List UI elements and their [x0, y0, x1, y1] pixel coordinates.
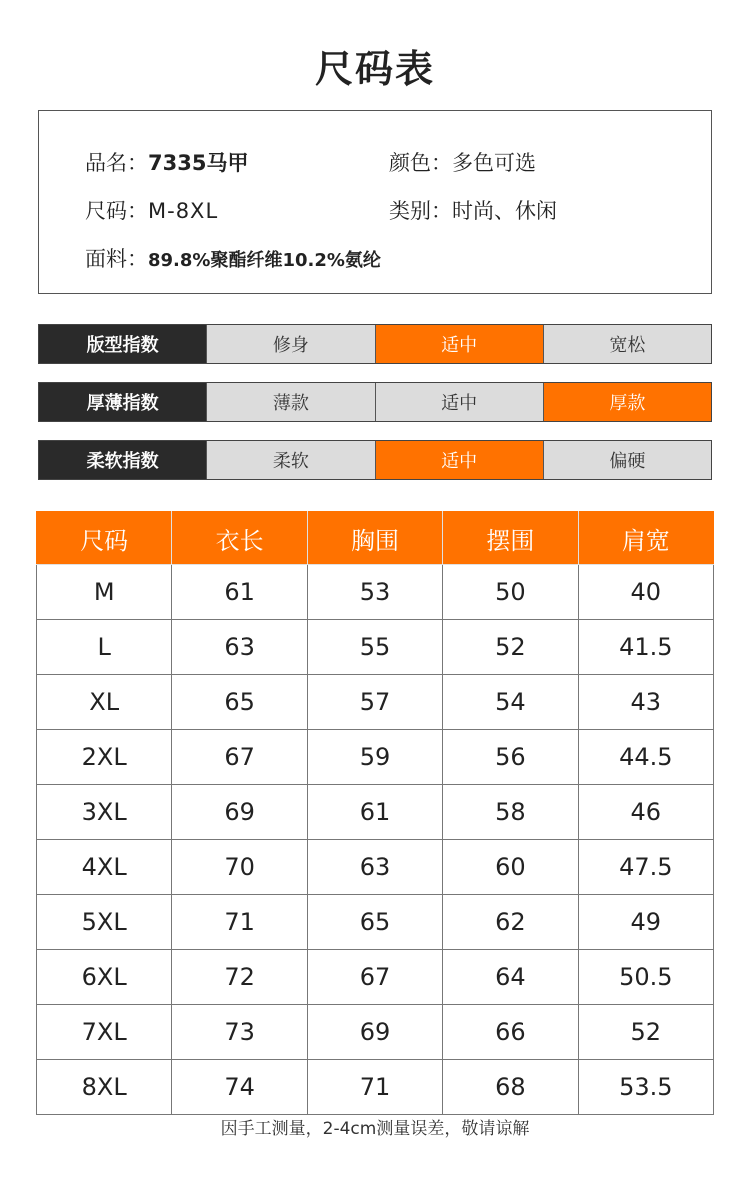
cell-hem: 52 — [443, 620, 578, 675]
fit-option-regular: 适中 — [375, 325, 543, 363]
product-fabric-label: 面料： — [85, 247, 148, 271]
cell-shoulder: 44.5 — [578, 730, 713, 785]
cell-chest: 69 — [307, 1005, 442, 1060]
cell-size: L — [37, 620, 172, 675]
cell-hem: 68 — [443, 1060, 578, 1115]
cell-chest: 65 — [307, 895, 442, 950]
softness-option-stiff: 偏硬 — [543, 441, 711, 479]
cell-length: 67 — [172, 730, 307, 785]
table-row — [37, 1060, 714, 1115]
product-color — [389, 147, 536, 177]
cell-size: XL — [37, 675, 172, 730]
cell-chest: 59 — [307, 730, 442, 785]
cell-chest: 63 — [307, 840, 442, 895]
header-hem: 摆围 — [443, 512, 578, 565]
table-row — [37, 565, 714, 620]
thickness-option-thin: 薄款 — [206, 383, 374, 421]
cell-length: 63 — [172, 620, 307, 675]
product-name-label: 品名： — [85, 151, 148, 175]
header-chest: 胸围 — [307, 512, 442, 565]
fit-index-label: 版型指数 — [39, 325, 206, 363]
product-size-value: M-8XL — [148, 199, 219, 223]
cell-length: 73 — [172, 1005, 307, 1060]
product-color-value: 多色可选 — [452, 151, 536, 175]
table-row — [37, 785, 714, 840]
product-color-label: 颜色： — [389, 151, 452, 175]
cell-hem: 60 — [443, 840, 578, 895]
product-fabric — [85, 243, 381, 273]
cell-hem: 56 — [443, 730, 578, 785]
table-row — [37, 895, 714, 950]
table-row — [37, 950, 714, 1005]
cell-shoulder: 43 — [578, 675, 713, 730]
cell-hem: 66 — [443, 1005, 578, 1060]
cell-shoulder: 52 — [578, 1005, 713, 1060]
cell-size: 8XL — [37, 1060, 172, 1115]
cell-hem: 50 — [443, 565, 578, 620]
product-info-box — [38, 110, 712, 294]
cell-hem: 54 — [443, 675, 578, 730]
softness-option-soft: 柔软 — [206, 441, 374, 479]
fit-option-slim: 修身 — [206, 325, 374, 363]
product-category-value: 时尚、休闲 — [452, 199, 557, 223]
cell-length: 72 — [172, 950, 307, 1005]
cell-chest: 71 — [307, 1060, 442, 1115]
cell-hem: 62 — [443, 895, 578, 950]
cell-length: 70 — [172, 840, 307, 895]
cell-shoulder: 46 — [578, 785, 713, 840]
cell-size: 5XL — [37, 895, 172, 950]
fit-index-row — [38, 324, 712, 364]
size-table — [36, 511, 714, 1115]
cell-shoulder: 53.5 — [578, 1060, 713, 1115]
cell-length: 61 — [172, 565, 307, 620]
cell-size: 7XL — [37, 1005, 172, 1060]
header-shoulder: 肩宽 — [578, 512, 713, 565]
size-table-header-row — [37, 512, 714, 565]
thickness-index-label: 厚薄指数 — [39, 383, 206, 421]
product-category — [389, 195, 557, 225]
table-row — [37, 840, 714, 895]
cell-hem: 58 — [443, 785, 578, 840]
product-fabric-value: 89.8%聚酯纤维10.2%氨纶 — [148, 250, 381, 271]
cell-size: 6XL — [37, 950, 172, 1005]
product-size-range — [85, 195, 218, 225]
table-row — [37, 675, 714, 730]
product-size-label: 尺码： — [85, 199, 148, 223]
thickness-option-thick: 厚款 — [543, 383, 711, 421]
cell-length: 65 — [172, 675, 307, 730]
cell-length: 74 — [172, 1060, 307, 1115]
cell-size: 3XL — [37, 785, 172, 840]
product-category-label: 类别： — [389, 199, 452, 223]
thickness-option-regular: 适中 — [375, 383, 543, 421]
header-size: 尺码 — [37, 512, 172, 565]
product-name-value: 7335马甲 — [148, 151, 249, 175]
thickness-index-row — [38, 382, 712, 422]
cell-size: 4XL — [37, 840, 172, 895]
cell-chest: 57 — [307, 675, 442, 730]
fit-option-loose: 宽松 — [543, 325, 711, 363]
cell-size: M — [37, 565, 172, 620]
cell-chest: 67 — [307, 950, 442, 1005]
header-length: 衣长 — [172, 512, 307, 565]
table-row — [37, 730, 714, 785]
cell-shoulder: 47.5 — [578, 840, 713, 895]
table-row — [37, 1005, 714, 1060]
cell-size: 2XL — [37, 730, 172, 785]
cell-chest: 55 — [307, 620, 442, 675]
softness-index-label: 柔软指数 — [39, 441, 206, 479]
cell-length: 71 — [172, 895, 307, 950]
table-row — [37, 620, 714, 675]
cell-length: 69 — [172, 785, 307, 840]
softness-option-regular: 适中 — [375, 441, 543, 479]
product-name — [85, 147, 248, 177]
softness-index-row — [38, 440, 712, 480]
cell-shoulder: 40 — [578, 565, 713, 620]
cell-shoulder: 41.5 — [578, 620, 713, 675]
measurement-note: 因手工测量，2-4cm测量误差，敬请谅解 — [220, 1119, 530, 1139]
cell-shoulder: 50.5 — [578, 950, 713, 1005]
cell-shoulder: 49 — [578, 895, 713, 950]
page-title: 尺码表 — [314, 47, 435, 91]
cell-chest: 61 — [307, 785, 442, 840]
cell-hem: 64 — [443, 950, 578, 1005]
cell-chest: 53 — [307, 565, 442, 620]
